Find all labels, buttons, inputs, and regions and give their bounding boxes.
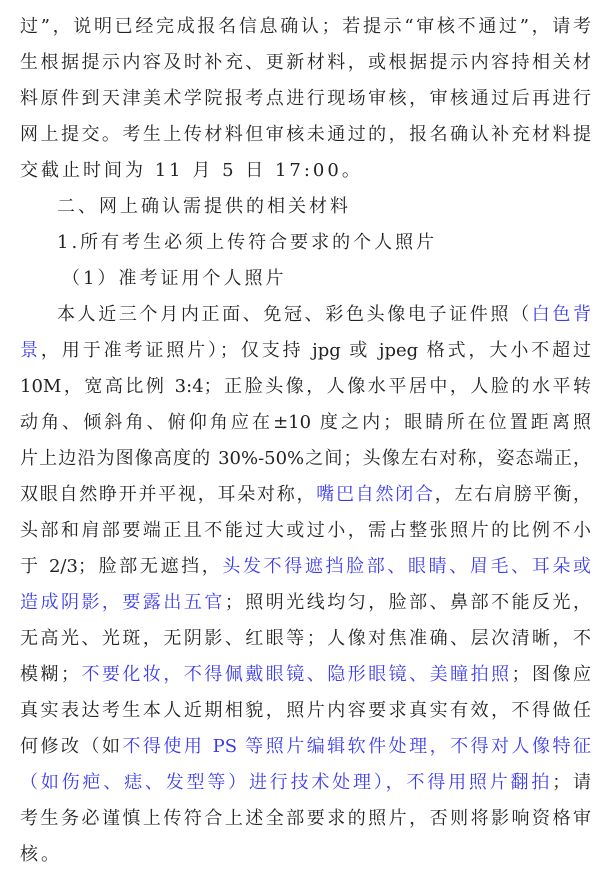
text-segment: 无高光、光斑，无阴影、红眼等；人像对焦准确、层次清晰，不 bbox=[20, 628, 591, 649]
text-segment: 于 2/3；脸部无遮挡， bbox=[20, 556, 223, 577]
text-segment: 考生务必谨慎上传符合上述全部要求的照片，否则将影响资格审 bbox=[20, 808, 591, 829]
text-line bbox=[20, 549, 591, 585]
text-line bbox=[20, 729, 591, 765]
text-line bbox=[20, 297, 591, 333]
text-segment: 料原件到天津美术学院报考点进行现场审核，审核通过后再进行 bbox=[20, 88, 591, 109]
text-line bbox=[20, 693, 591, 729]
highlighted-text: 白色背 bbox=[531, 304, 591, 325]
text-line bbox=[20, 477, 591, 513]
text-line bbox=[20, 837, 591, 873]
text-segment: 头部和肩部要端正且不能过大或过小，需占整张照片的比例不小 bbox=[20, 520, 591, 541]
highlighted-text: 嘴巴自然闭合 bbox=[316, 484, 435, 505]
text-line bbox=[20, 585, 591, 621]
text-segment: 网上提交。考生上传材料但审核未通过的，报名确认补充材料提 bbox=[20, 124, 591, 145]
text-segment: 过”，说明已经完成报名信息确认；若提示“审核不通过”，请考 bbox=[20, 16, 591, 37]
highlighted-text: 不得使用 PS 等照片编辑软件处理，不得对人像特征 bbox=[122, 736, 591, 757]
highlighted-text: 景 bbox=[20, 340, 41, 361]
text-segment: 本人近三个月内正面、免冠、彩色头像电子证件照（ bbox=[57, 304, 532, 325]
text-line bbox=[20, 765, 591, 801]
text-line bbox=[20, 117, 591, 153]
text-segment: 二、网上确认需提供的相关材料 bbox=[57, 196, 351, 217]
text-segment: 真实表达考生本人近期相貌，照片内容要求真实有效，不得做任 bbox=[20, 700, 591, 721]
text-segment: 交截止时间为 11 月 5 日 17:00。 bbox=[20, 160, 363, 181]
text-line bbox=[20, 441, 591, 477]
text-segment: 双眼自然睁开并平视，耳朵对称， bbox=[20, 484, 317, 505]
text-segment: 核。 bbox=[20, 844, 62, 865]
text-segment: 模糊； bbox=[20, 664, 79, 685]
text-line bbox=[20, 513, 591, 549]
section-heading bbox=[20, 225, 591, 261]
text-segment: （1）准考证用个人照片 bbox=[62, 268, 287, 289]
text-segment: 何修改（如 bbox=[20, 736, 123, 757]
document-body bbox=[20, 9, 591, 873]
text-segment: 10M，宽高比例 3:4；正脸头像，人像水平居中，人脸的水平转 bbox=[20, 376, 591, 397]
text-segment: 片上边沿为图像高度的 30%-50%之间；头像左右对称，姿态端正， bbox=[20, 448, 591, 469]
text-line bbox=[20, 153, 591, 189]
text-segment: 动角、倾斜角、俯仰角应在±10 度之内；眼睛所在位置距离照 bbox=[20, 412, 591, 433]
text-line bbox=[20, 369, 591, 405]
text-segment: ；请 bbox=[552, 772, 591, 793]
text-line bbox=[20, 9, 591, 45]
highlighted-text: 不要化妆，不得佩戴眼镜、隐形眼镜、美瞳拍照 bbox=[78, 664, 512, 685]
text-line bbox=[20, 81, 591, 117]
text-segment: 1.所有考生必须上传符合要求的个人照片 bbox=[57, 232, 438, 253]
section-heading bbox=[20, 261, 591, 297]
text-segment: ；照明光线均匀，脸部、鼻部不能反光， bbox=[224, 592, 591, 613]
text-line bbox=[20, 801, 591, 837]
text-segment: ；图像应 bbox=[511, 664, 591, 685]
text-line bbox=[20, 657, 591, 693]
highlighted-text: （如伤疤、痣、发型等）进行技术处理），不得用照片翻拍 bbox=[20, 772, 553, 793]
text-segment: 生根据提示内容及时补充、更新材料，或根据提示内容持相关材 bbox=[20, 52, 591, 73]
text-line bbox=[20, 45, 591, 81]
text-segment: ，左右肩膀平衡， bbox=[434, 484, 591, 505]
text-line bbox=[20, 405, 591, 441]
text-line bbox=[20, 333, 591, 369]
section-heading bbox=[20, 189, 591, 225]
highlighted-text: 头发不得遮挡脸部、眼睛、眉毛、耳朵或 bbox=[222, 556, 591, 577]
text-segment: ，用于准考证照片）；仅支持 jpg 或 jpeg 格式，大小不超过 bbox=[40, 340, 591, 361]
text-line bbox=[20, 621, 591, 657]
highlighted-text: 造成阴影，要露出五官 bbox=[20, 592, 225, 613]
